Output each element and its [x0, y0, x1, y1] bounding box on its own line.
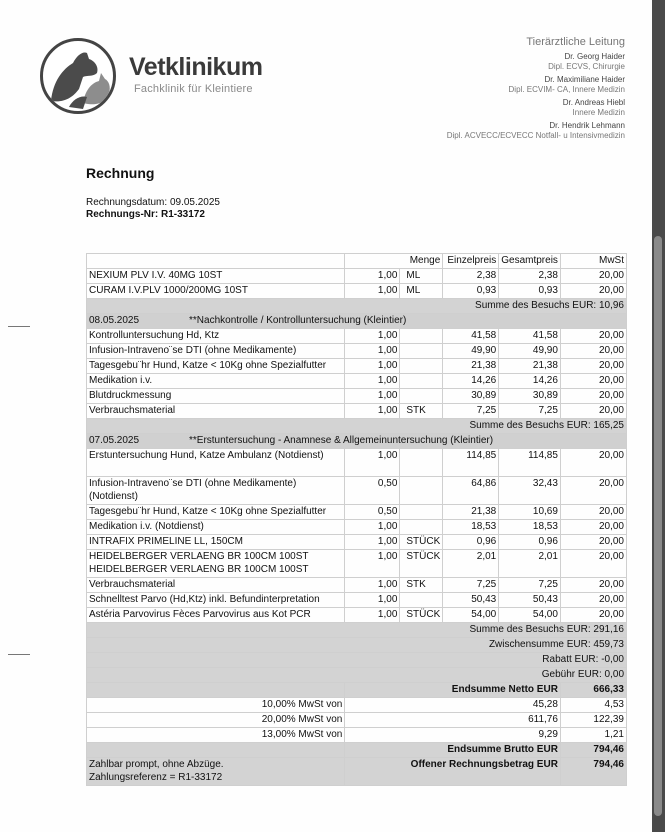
item-unit-price: 0,93 [443, 284, 499, 299]
vat-label: 10,00% MwSt von [87, 698, 345, 713]
table-row [87, 550, 627, 578]
brutto-row [87, 743, 627, 758]
item-vat: 20,00 [560, 505, 626, 520]
table-row [87, 329, 627, 344]
doctor-name: Dr. Andreas Hiebl [562, 98, 625, 107]
item-quantity: 1,00 [345, 404, 400, 419]
subtotal-text: Zwischensumme EUR: 459,73 [87, 638, 627, 653]
item-description: Schnelltest Parvo (Hd,Ktz) inkl. Befundinterpretation [87, 593, 345, 608]
item-description: Medikation i.v. (Notdienst) [87, 520, 345, 535]
item-unit: STK [400, 578, 443, 593]
item-total-price: 54,00 [499, 608, 561, 623]
item-quantity: 1,00 [345, 449, 400, 477]
header-gesamtpreis: Gesamtpreis [499, 254, 561, 269]
vat-base: 9,29 [345, 728, 561, 743]
spacer [87, 743, 345, 758]
item-total-price: 10,69 [499, 505, 561, 520]
item-quantity: 1,00 [345, 593, 400, 608]
fee-text: Gebühr EUR: 0,00 [87, 668, 627, 683]
doctor-name: Dr. Georg Haider [564, 52, 625, 61]
fold-mark [8, 326, 30, 327]
visit-title: **Nachkontrolle / Kontrolluntersuchung (Kleintier) [189, 315, 407, 326]
item-description: NEXIUM PLV I.V. 40MG 10ST [87, 269, 345, 284]
brutto-label: Endsumme Brutto EUR [345, 743, 561, 758]
netto-value: 666,33 [560, 683, 626, 698]
header-menge: Menge [345, 254, 443, 269]
invoice-meta [86, 197, 220, 221]
leadership-block [375, 36, 625, 144]
item-unit-price: 49,90 [443, 344, 499, 359]
item-unit-price: 114,85 [443, 449, 499, 477]
item-unit [400, 520, 443, 535]
item-total-price: 49,90 [499, 344, 561, 359]
item-unit-price: 14,26 [443, 374, 499, 389]
table-row [87, 477, 627, 505]
item-vat: 20,00 [560, 269, 626, 284]
fee [87, 668, 627, 683]
item-quantity: 0,50 [345, 505, 400, 520]
item-unit-price: 41,58 [443, 329, 499, 344]
item-quantity: 1,00 [345, 374, 400, 389]
item-vat: 20,00 [560, 520, 626, 535]
open-amount-label: Offener Rechnungsbetrag EUR [345, 758, 561, 786]
item-total-price: 32,43 [499, 477, 561, 505]
doctor-name: Dr. Maximiliane Haider [544, 75, 625, 84]
item-unit-price: 21,38 [443, 505, 499, 520]
item-description: Medikation i.v. [87, 374, 345, 389]
table-row [87, 535, 627, 550]
item-description: HEIDELBERGER VERLAENG BR 100CM 100ST HEIDELBERGER VERLAENG BR 100CM 100ST [87, 550, 345, 578]
item-unit-price: 64,86 [443, 477, 499, 505]
item-total-price: 30,89 [499, 389, 561, 404]
doctor-name: Dr. Hendrik Lehmann [549, 121, 625, 130]
visit-date: 07.05.2025 [89, 435, 140, 446]
doctor-desc: Dipl. ECVIM- CA, Innere Medizin [508, 85, 625, 94]
visit-sum-text: Summe des Besuchs EUR: 291,16 [87, 623, 627, 638]
visit-header [87, 434, 627, 449]
item-unit-price: 7,25 [443, 578, 499, 593]
vat-base: 611,76 [345, 713, 561, 728]
visit-sum [87, 419, 627, 434]
table-row [87, 269, 627, 284]
table-row [87, 578, 627, 593]
item-quantity: 1,00 [345, 520, 400, 535]
item-vat: 20,00 [560, 284, 626, 299]
visit-header [87, 314, 627, 329]
item-total-price: 0,93 [499, 284, 561, 299]
item-unit [400, 505, 443, 520]
leadership-title: Tierärztliche Leitung [526, 36, 625, 48]
item-unit [400, 449, 443, 477]
item-vat: 20,00 [560, 329, 626, 344]
item-unit [400, 593, 443, 608]
item-quantity: 1,00 [345, 608, 400, 623]
item-unit-price: 21,38 [443, 359, 499, 374]
clinic-subtitle: Fachklinik für Kleintiere [134, 83, 253, 95]
item-total-price: 41,58 [499, 329, 561, 344]
item-vat: 20,00 [560, 535, 626, 550]
item-description: Erstuntersuchung Hund, Katze Ambulanz (Notdienst) [87, 449, 345, 477]
item-unit-price: 18,53 [443, 520, 499, 535]
item-vat: 20,00 [560, 389, 626, 404]
payment-reference: Zahlungsreferenz = R1-33172 [89, 772, 223, 783]
payment-note [87, 758, 345, 786]
item-description: Infusion-Intraveno¨se DTI (ohne Medikamente) (Notdienst) [87, 477, 345, 505]
item-description: INTRAFIX PRIMELINE LL, 150CM [87, 535, 345, 550]
item-vat: 20,00 [560, 374, 626, 389]
item-description: Tagesgebu¨hr Hund, Katze < 10Kg ohne Spezialfutter [87, 359, 345, 374]
item-total-price: 0,96 [499, 535, 561, 550]
visit-title: **Erstuntersuchung - Anamnese & Allgemeinuntersuchung (Kleintier) [189, 435, 494, 446]
item-description: Verbrauchsmaterial [87, 578, 345, 593]
item-description: Infusion-Intraveno¨se DTI (ohne Medikamente) [87, 344, 345, 359]
table-row [87, 344, 627, 359]
discount-text: Rabatt EUR: -0,00 [87, 653, 627, 668]
table-row [87, 404, 627, 419]
vat-row [87, 713, 627, 728]
table-row [87, 359, 627, 374]
item-unit-price: 54,00 [443, 608, 499, 623]
item-unit-price: 30,89 [443, 389, 499, 404]
vat-amount: 1,21 [560, 728, 626, 743]
netto-label: Endsumme Netto EUR [345, 683, 561, 698]
discount [87, 653, 627, 668]
table-row [87, 593, 627, 608]
header-mwst: MwSt [560, 254, 626, 269]
fold-mark [8, 654, 30, 655]
doctor-desc: Dipl. ACVECC/ECVECC Notfall- u Intensivmedizin [446, 131, 625, 140]
invoice-table [86, 253, 627, 786]
open-amount-value: 794,46 [560, 758, 626, 786]
item-quantity: 1,00 [345, 284, 400, 299]
vat-row [87, 698, 627, 713]
item-quantity: 1,00 [345, 550, 400, 578]
item-description: Tagesgebu¨hr Hund, Katze < 10Kg ohne Spezialfutter [87, 505, 345, 520]
item-unit [400, 477, 443, 505]
item-vat: 20,00 [560, 404, 626, 419]
clinic-logo [40, 38, 116, 114]
item-description: Astéria Parvovirus Fèces Parvovirus aus Kot PCR [87, 608, 345, 623]
vat-amount: 4,53 [560, 698, 626, 713]
item-unit [400, 389, 443, 404]
item-unit-price: 50,43 [443, 593, 499, 608]
item-unit: ML [400, 269, 443, 284]
item-vat: 20,00 [560, 608, 626, 623]
item-total-price: 114,85 [499, 449, 561, 477]
item-unit [400, 329, 443, 344]
item-total-price: 18,53 [499, 520, 561, 535]
header-einzelpreis: Einzelpreis [443, 254, 499, 269]
item-total-price: 2,38 [499, 269, 561, 284]
item-quantity: 1,00 [345, 578, 400, 593]
netto-row [87, 683, 627, 698]
item-unit [400, 344, 443, 359]
item-description: Verbrauchsmaterial [87, 404, 345, 419]
item-quantity: 1,00 [345, 344, 400, 359]
item-quantity: 0,50 [345, 477, 400, 505]
visit-sum-text: Summe des Besuchs EUR: 10,96 [87, 299, 627, 314]
item-vat: 20,00 [560, 449, 626, 477]
item-total-price: 2,01 [499, 550, 561, 578]
item-unit: STÜCK [400, 535, 443, 550]
clinic-name: Vetklinikum [129, 53, 263, 81]
item-unit-price: 2,38 [443, 269, 499, 284]
item-total-price: 7,25 [499, 404, 561, 419]
invoice-title: Rechnung [86, 165, 155, 181]
doctor-desc: Dipl. ECVS, Chirurgie [548, 62, 625, 71]
item-vat: 20,00 [560, 477, 626, 505]
item-vat: 20,00 [560, 593, 626, 608]
invoice-date: Rechnungsdatum: 09.05.2025 [86, 197, 220, 208]
visit-sum [87, 299, 627, 314]
open-amount-row [87, 758, 627, 786]
table-row [87, 389, 627, 404]
item-unit: ML [400, 284, 443, 299]
item-unit-price: 7,25 [443, 404, 499, 419]
visit-header-row [87, 314, 627, 329]
table-row [87, 520, 627, 535]
item-vat: 20,00 [560, 578, 626, 593]
item-total-price: 21,38 [499, 359, 561, 374]
table-row [87, 505, 627, 520]
item-unit: STÜCK [400, 608, 443, 623]
table-row [87, 608, 627, 623]
table-row [87, 449, 627, 477]
item-unit: STÜCK [400, 550, 443, 578]
vat-base: 45,28 [345, 698, 561, 713]
item-total-price: 7,25 [499, 578, 561, 593]
invoice-number: Rechnungs-Nr: R1-33172 [86, 209, 205, 220]
item-total-price: 14,26 [499, 374, 561, 389]
item-unit-price: 2,01 [443, 550, 499, 578]
item-unit-price: 0,96 [443, 535, 499, 550]
item-quantity: 1,00 [345, 359, 400, 374]
spacer [87, 683, 345, 698]
item-unit: STK [400, 404, 443, 419]
item-description: Kontrolluntersuchung Hd, Ktz [87, 329, 345, 344]
table-row [87, 374, 627, 389]
item-description: Blutdruckmessung [87, 389, 345, 404]
item-quantity: 1,00 [345, 269, 400, 284]
subtotal [87, 638, 627, 653]
scrollbar-thumb[interactable] [654, 236, 662, 816]
item-vat: 20,00 [560, 359, 626, 374]
visit-sum [87, 623, 627, 638]
doctor-desc: Innere Medizin [572, 108, 625, 117]
item-vat: 20,00 [560, 550, 626, 578]
payment-terms: Zahlbar prompt, ohne Abzüge. [89, 759, 224, 770]
visit-header-row [87, 434, 627, 449]
item-total-price: 50,43 [499, 593, 561, 608]
brutto-value: 794,46 [560, 743, 626, 758]
vat-label: 20,00% MwSt von [87, 713, 345, 728]
table-row [87, 284, 627, 299]
vat-label: 13,00% MwSt von [87, 728, 345, 743]
item-unit [400, 359, 443, 374]
item-quantity: 1,00 [345, 329, 400, 344]
vat-row [87, 728, 627, 743]
item-vat: 20,00 [560, 344, 626, 359]
visit-sum-text: Summe des Besuchs EUR: 165,25 [87, 419, 627, 434]
item-quantity: 1,00 [345, 389, 400, 404]
item-quantity: 1,00 [345, 535, 400, 550]
item-unit [400, 374, 443, 389]
vat-amount: 122,39 [560, 713, 626, 728]
item-description: CURAM I.V.PLV 1000/200MG 10ST [87, 284, 345, 299]
table-header-row [87, 254, 627, 269]
visit-date: 08.05.2025 [89, 315, 140, 326]
